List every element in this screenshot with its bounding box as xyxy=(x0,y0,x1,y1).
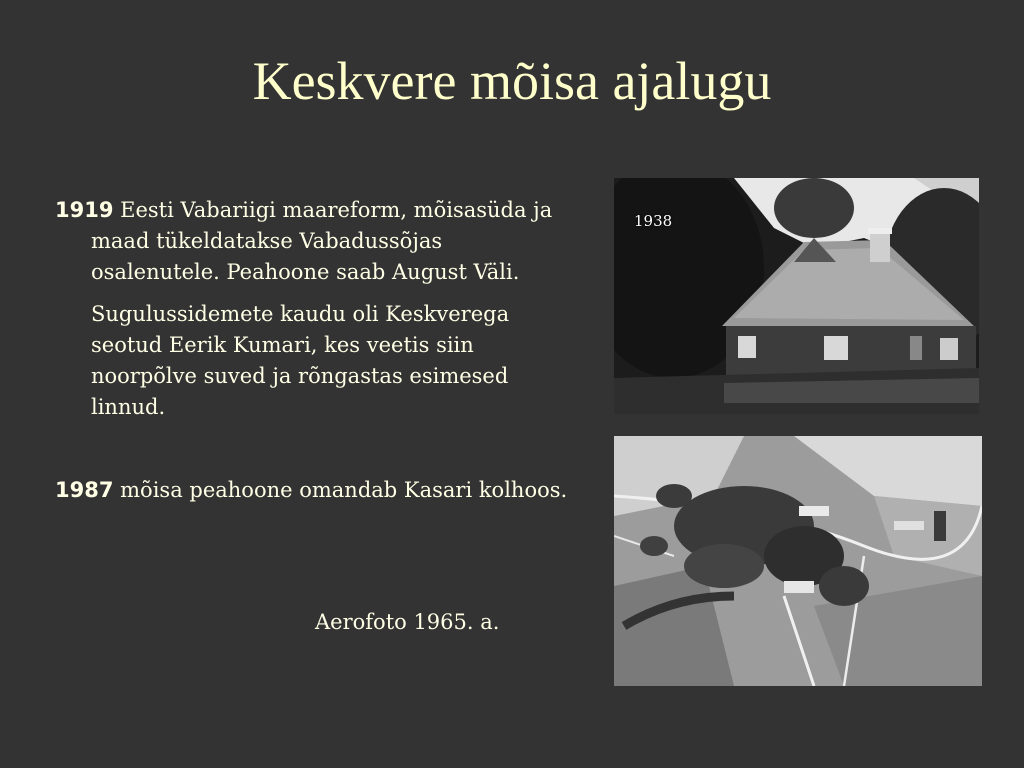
aerial-photo xyxy=(614,436,982,686)
slide-title: Keskvere mõisa ajalugu xyxy=(252,51,772,111)
history-text xyxy=(55,195,575,506)
entry-kumari xyxy=(55,299,575,423)
entry-year: 1919 xyxy=(55,198,114,222)
entry-1919 xyxy=(55,195,575,288)
entry-text: Sugulussidemete kaudu oli Keskverega seotud Eerik Kumari, kes veetis siin noorpõlve suved ja rõngastas esimesed linnud. xyxy=(91,302,510,419)
manor-house-photo xyxy=(614,178,979,414)
aerial-photo-caption: Aerofoto 1965. a. xyxy=(315,610,500,634)
entry-text: Eesti Vabariigi maareform, mõisasüda ja maad tükeldatakse Vabadussõjas osalenutele. Peahoone saab August Väli. xyxy=(91,198,553,284)
house-photo-caption: 1938 xyxy=(634,212,673,230)
entry-text: mõisa peahoone omandab Kasari kolhoos. xyxy=(120,478,568,502)
entry-1987 xyxy=(55,475,575,506)
entry-year: 1987 xyxy=(55,478,114,502)
